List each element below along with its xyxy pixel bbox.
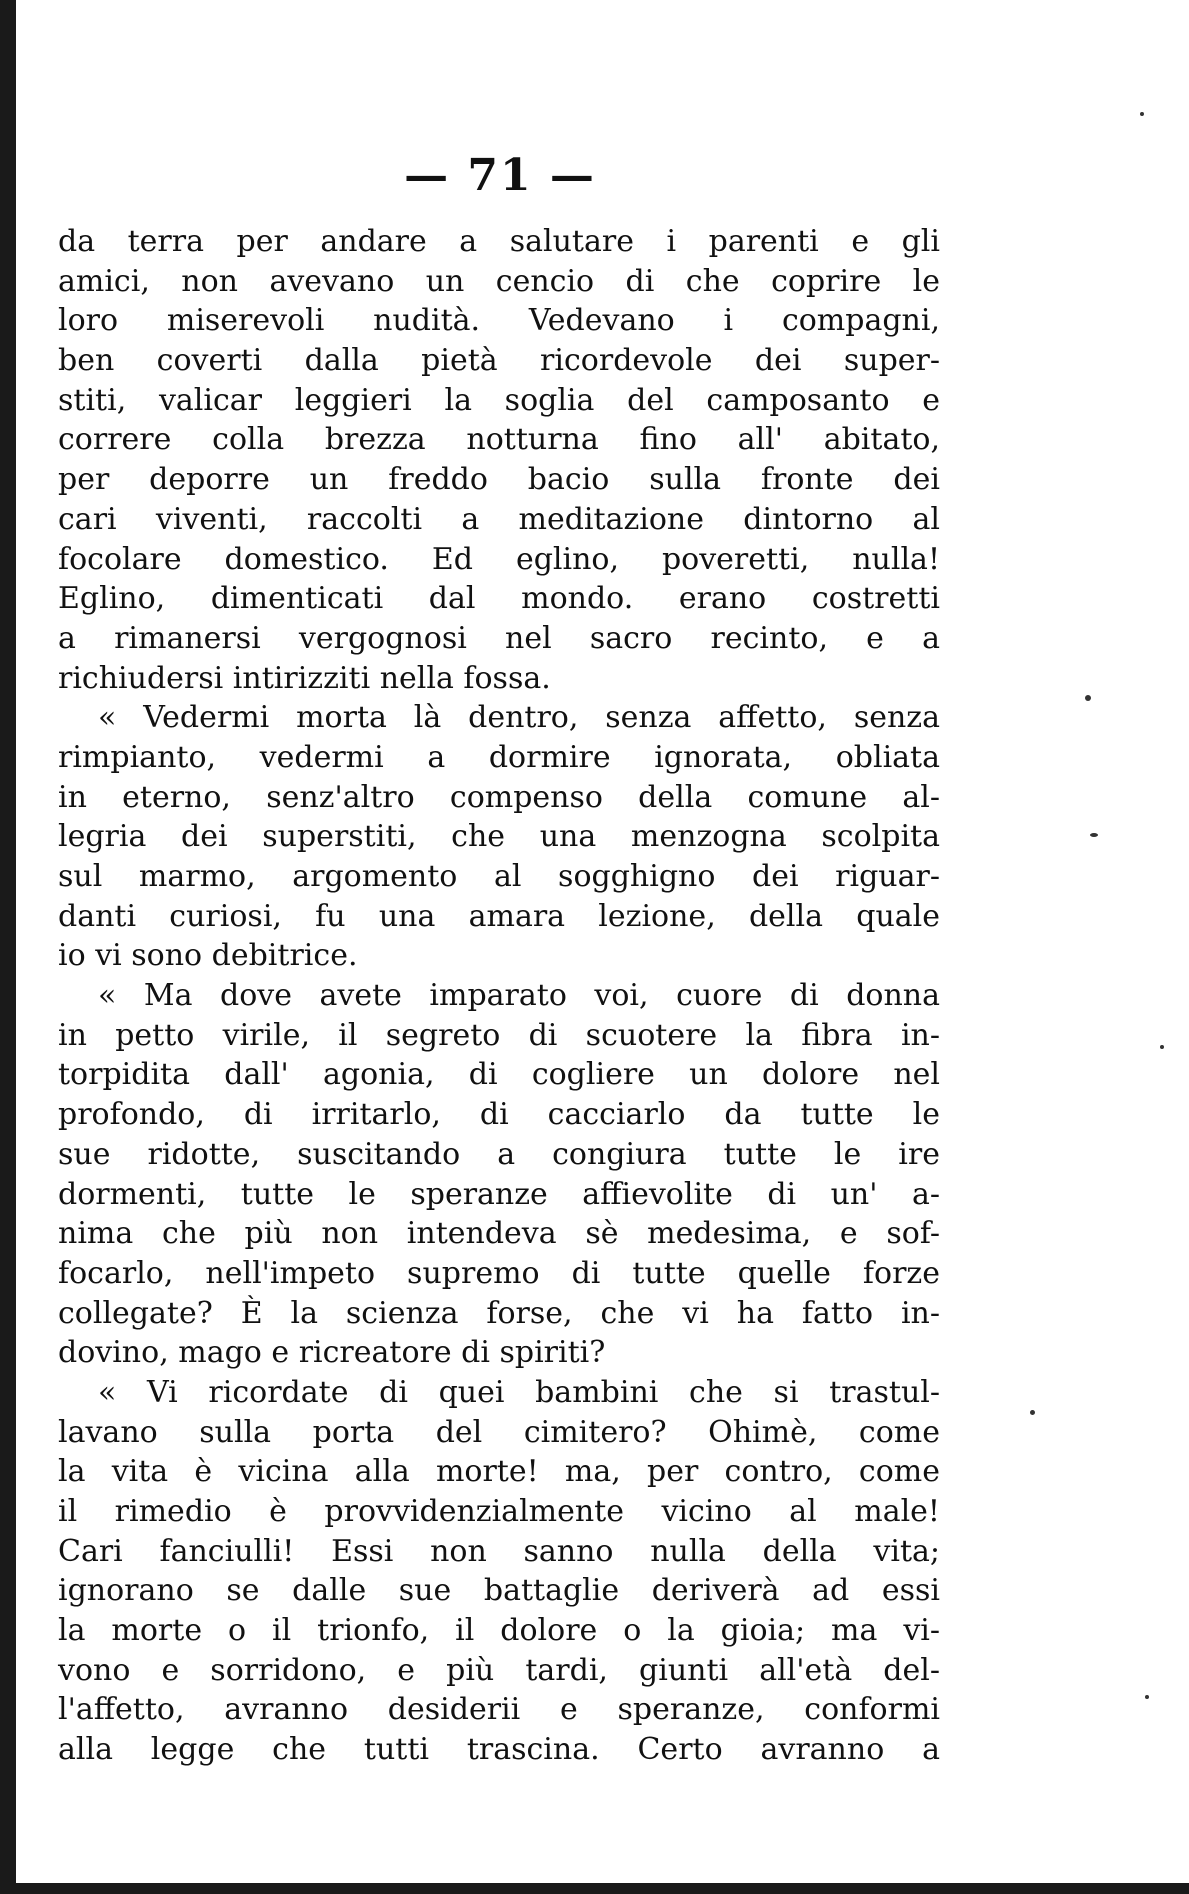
text-line: amici, non avevano un cencio di che coprire le — [58, 263, 940, 299]
text-line: cari viventi, raccolti a meditazione dintorno al — [58, 501, 940, 537]
scan-speck — [1140, 112, 1144, 116]
text-line: profondo, di irritarlo, di cacciarlo da tutte le — [58, 1097, 940, 1133]
text-line: rimpianto, vedermi a dormire ignorata, obliata — [58, 739, 940, 775]
text-line: « Vi ricordate di quei bambini che si trastul- — [98, 1374, 940, 1410]
text-line: collegate? È la scienza forse, che vi ha fatto in- — [58, 1295, 940, 1331]
scan-speck — [1145, 1695, 1149, 1699]
text-line: focolare domestico. Ed eglino, poveretti, nulla! — [58, 541, 940, 577]
text-line: io vi sono debitrice. — [58, 938, 358, 974]
text-line: sue ridotte, suscitando a congiura tutte le ire — [58, 1136, 940, 1172]
text-line: dormenti, tutte le speranze affievolite di un' a- — [58, 1176, 940, 1212]
text-line: correre colla brezza notturna fino all' abitato, — [58, 422, 940, 458]
text-line: ignorano se dalle sue battaglie deriverà ad essi — [58, 1573, 940, 1609]
text-line: nima che più non intendeva sè medesima, e sof- — [58, 1216, 940, 1252]
page-number: — 71 — — [404, 150, 596, 201]
body-text — [58, 222, 940, 1770]
text-line: Eglino, dimenticati dal mondo. erano costretti — [58, 581, 940, 617]
text-line: in petto virile, il segreto di scuotere la fibra in- — [58, 1017, 940, 1053]
scan-speck — [1160, 1045, 1164, 1049]
scan-speck — [1085, 695, 1091, 701]
text-line: richiudersi intirizziti nella fossa. — [58, 660, 551, 696]
text-line: la vita è vicina alla morte! ma, per contro, come — [58, 1454, 940, 1490]
scan-speck — [1090, 833, 1098, 837]
text-line: in eterno, senz'altro compenso della comune al- — [58, 779, 940, 815]
text-line: danti curiosi, fu una amara lezione, della quale — [58, 898, 940, 934]
text-line: lavano sulla porta del cimitero? Ohimè, come — [58, 1414, 940, 1450]
text-line: l'affetto, avranno desiderii e speranze, conformi — [58, 1692, 940, 1728]
text-line: vono e sorridono, e più tardi, giunti all'età del- — [58, 1652, 940, 1688]
text-line: a rimanersi vergognosi nel sacro recinto, e a — [58, 620, 940, 656]
text-line: loro miserevoli nudità. Vedevano i compagni, — [58, 303, 940, 339]
page-bottom-edge — [0, 1883, 1189, 1894]
text-line: « Ma dove avete imparato voi, cuore di donna — [98, 978, 940, 1014]
text-line: stiti, valicar leggieri la soglia del camposanto e — [58, 382, 940, 418]
text-line: torpidita dall' agonia, di cogliere un dolore nel — [58, 1057, 940, 1093]
scan-speck — [1030, 1410, 1035, 1415]
text-line: legria dei superstiti, che una menzogna scolpita — [58, 819, 940, 855]
text-line: alla legge che tutti trascina. Certo avranno a — [58, 1732, 940, 1768]
text-line: la morte o il trionfo, il dolore o la gioia; ma vi- — [58, 1613, 940, 1649]
page-left-edge — [0, 0, 16, 1894]
text-line: Cari fanciulli! Essi non sanno nulla della vita; — [58, 1533, 940, 1569]
text-line: il rimedio è provvidenzialmente vicino al male! — [58, 1494, 940, 1529]
text-line: ben coverti dalla pietà ricordevole dei super- — [58, 343, 940, 379]
text-line: dovino, mago e ricreatore di spiriti? — [58, 1335, 606, 1371]
text-line: focarlo, nell'impeto supremo di tutte quelle forze — [58, 1255, 940, 1291]
text-line: « Vedermi morta là dentro, senza affetto, senza — [98, 700, 940, 736]
text-line: per deporre un freddo bacio sulla fronte dei — [58, 462, 940, 498]
text-line: sul marmo, argomento al sogghigno dei riguar- — [58, 859, 940, 894]
text-line: da terra per andare a salutare i parenti e gli — [58, 224, 940, 259]
